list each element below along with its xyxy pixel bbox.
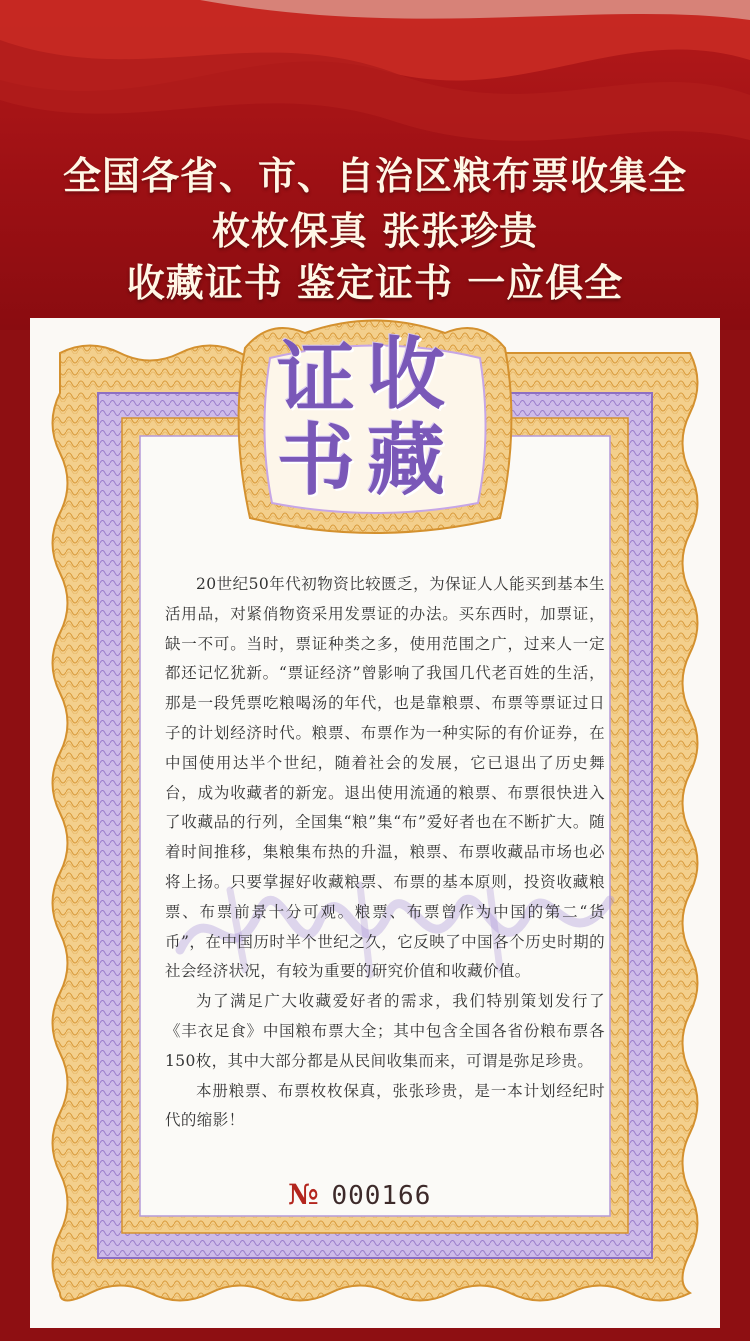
certificate-paragraph: 20世纪50年代初物资比较匮乏，为保证人人能买到基本生活用品，对紧俏物资采用发票证的办法。买东西时，加票证，缺一不可。当时，票证种类之多，使用范围之广，过来人一定都还记忆犹新。“票证经济”曾影响了我国几代老百姓的生活，那是一段凭票吃粮喝汤的年代，也是靠粮票、布票等票证过日子的计划经济时代。粮票、布票作为一种实际的有价证券，在中国使用达半个世纪，随着社会的发展，它已退出了历史舞台，成为收藏者的新宠。退出使用流通的粮票、布票很快进入了收藏品的行列，全国集“粮”集“布”爱好者也在不断扩大。随着时间推移，集粮集布热的升温，粮票、布票收藏品市场也必将上扬。只要掌握好收藏粮票、布票的基本原则，投资收藏粮票、布票前景十分可观。粮票、布票曾作为中国的第二“货币”，在中国历时半个世纪之久，它反映了中国各个历史时期的社会经济状况，有较为重要的研究价值和收藏价值。 [165,575,605,981]
header-banner [0,0,750,330]
certificate-title-seal [255,330,495,530]
seal-char-1: 证 [277,333,356,424]
seal-char-3: 书 [277,415,356,506]
headline-line-2: 枚枚保真 张张珍贵 [211,209,539,253]
numero-sign-icon: № [288,1178,320,1211]
certificate-paragraph: 为了满足广大收藏爱好者的需求，我们特别策划发行了《丰衣足食》中国粮布票大全；其中包含全国各省份粮布票各150枚，其中大部分都是从民间收集而来，可谓是弥足珍贵。 [165,992,605,1070]
headline-line-3: 收藏证书 鉴定证书 一应俱全 [126,261,624,305]
serial-number [288,1178,431,1211]
serial-value: 000166 [331,1181,432,1211]
seal-char-4: 藏 [367,415,446,506]
headline-line-1: 全国各省、市、自治区粮布票收集全 [62,154,687,198]
certificate-body [165,570,605,1136]
certificate-paragraph: 本册粮票、布票枚枚保真，张张珍贵，是一本计划经纪时代的缩影！ [165,1081,605,1130]
seal-char-2: 收 [367,329,446,420]
